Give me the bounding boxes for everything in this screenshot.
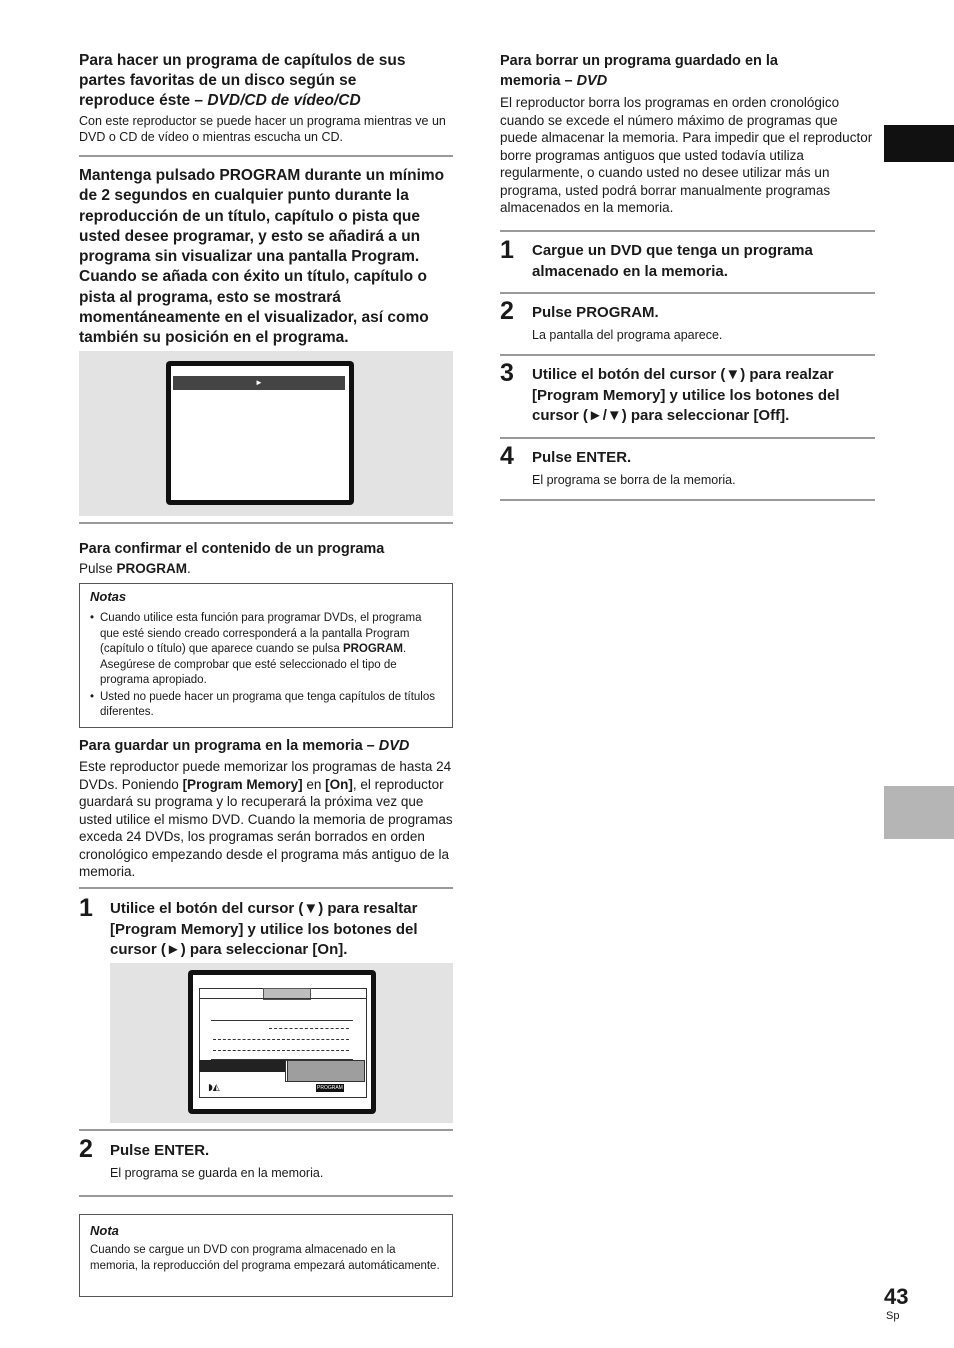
step-number: 3 [500,359,514,387]
play-bar [173,376,345,390]
step-title: Pulse PROGRAM. [532,304,659,321]
section-tab-black [884,125,954,162]
page-number: 43 [884,1284,909,1309]
step-title: Utilice el botón del cursor (▼) para realzar [Program Memory] y utilice los botones del cursor (►/▼) para seleccionar [Off]. [532,366,840,424]
step-desc: El programa se guarda en la memoria. [110,1166,324,1180]
step-number: 1 [500,236,514,264]
note-text: Cuando se cargue un DVD con programa almacenado en la memoria, la reproducción del programa empezará automáticamente. [90,1244,440,1272]
list-item: • Cuando utilice esta función para programar DVDs, el programa que esté siendo creado corresponderá a la pantalla Program (capítulo o título) que aparece cuando se pulsa PROGRAM. Asegúrese de comprobar que esté seleccionado el tipo de programa apropiado. [90,611,442,689]
divider [500,230,875,232]
notes-box [79,583,453,728]
note-title: Nota [90,1223,119,1238]
notes-list [90,611,442,721]
confirm-heading: Para confirmar el contenido de un programa [79,541,385,557]
step-desc: La pantalla del programa aparece. [532,328,723,342]
confirm-text: Pulse PROGRAM. [79,561,191,576]
step-number: 2 [500,297,514,325]
step-desc: El programa se borra de la memoria. [532,473,736,487]
language-code: Sp [886,1310,900,1322]
step-title: Utilice el botón del cursor (▼) para resaltar [Program Memory] y utilice los botones del cursor (►) para seleccionar [On]. [110,900,418,958]
divider [500,354,875,356]
section-intro: Con este reproductor se puede hacer un programa mientras ve un DVD o CD de vídeo o mientras escucha un CD. [79,114,446,144]
tv-frame-1 [166,361,354,505]
divider [79,1195,453,1197]
delete-paragraph: El reproductor borra los programas en orden cronológico cuando se excede el número máximo de programas que puede almacenar la memoria. Para impedir que el reproductor borre programas antiguos que usted todavía utiliza regularmente, o cuando usted no desee utilizar más un programa, usted podrá borrar manualmente programas almacenados en la memoria. [500,95,873,215]
section-heading-program: Para hacer un programa de capítulos de sus partes favoritas de un disco según se reproduce éste – DVD/CD de vídeo/CD [79,52,406,109]
step-number: 4 [500,442,514,470]
delete-heading: Para borrar un programa guardado en la memoria – DVD [500,53,778,89]
save-paragraph: Este reproductor puede memorizar los programas de hasta 24 DVDs. Poniendo [Program Memory] en [On], el reproductor guardará su programa y lo recuperará la próxima vez que usted utilice el mismo DVD. Cuando la memoria de programas exceda 24 DVDs, los programas serán borrados en orden cronológico empezando desde el programa más antiguo de la memoria. [79,759,453,879]
disc-icon: ◗◭ [208,1083,220,1093]
play-icon: ► [255,378,263,387]
program-label: PROGRAM [317,1085,343,1091]
step-number: 2 [79,1135,93,1163]
save-heading: Para guardar un programa en la memoria – DVD [79,738,410,754]
divider [500,499,875,501]
list-item: • Usted no puede hacer un programa que tenga capítulos de títulos diferentes. [90,690,442,721]
instruction-text: Mantenga pulsado PROGRAM durante un mínimo de 2 segundos en cualquier punto durante la reproducción de un título, capítulo o pista que usted desee programar, y esto se añadirá a un programa sin visualizar una pantalla Program. Cuando se añada con éxito un título, capítulo o pista al programa, esto se mostrará momentáneamente en el visualizador, así como también su posición en el programa. [79,167,445,347]
notes-title: Notas [90,589,127,604]
step-title: Cargue un DVD que tenga un programa almacenado en la memoria. [532,242,813,280]
step-title: Pulse ENTER. [110,1142,210,1159]
tv-frame-2 [188,970,376,1114]
step-number: 1 [79,894,93,922]
section-tab-gray [884,786,954,839]
divider [500,437,875,439]
divider [79,887,453,889]
divider [79,1129,453,1131]
divider [79,522,453,524]
step-title: Pulse ENTER. [532,449,632,466]
divider [79,155,453,157]
divider [500,292,875,294]
note-box [79,1214,453,1297]
